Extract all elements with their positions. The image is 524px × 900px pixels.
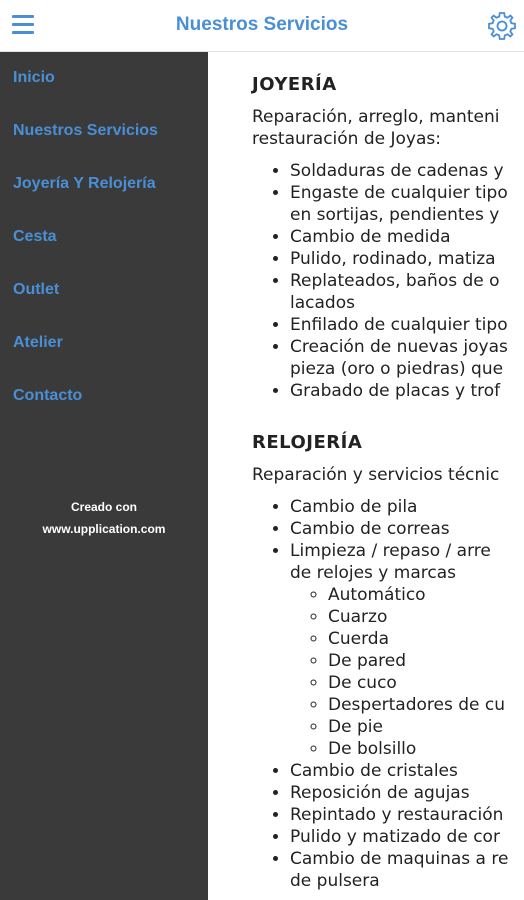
list-item: • Cambio de medida [290, 226, 524, 248]
joyeria-service-list [252, 160, 524, 402]
sidebar-item-cesta[interactable]: Cesta [13, 228, 57, 245]
sidebar-item-atelier[interactable]: Atelier [13, 334, 63, 351]
list-item: ◦ De pie [328, 716, 524, 738]
list-item: • Grabado de placas y trof [290, 380, 524, 402]
list-item: ◦ Cuarzo [328, 606, 524, 628]
list-item: • Cambio de pila [290, 496, 524, 518]
list-item: • Creación de nuevas joyas pieza (oro o piedras) que [290, 336, 524, 380]
list-item: • Cambio de maquinas a re de pulsera [290, 848, 524, 892]
section-title-joyeria: JOYERÍA [252, 74, 337, 95]
sidebar-item-nuestros-servicios[interactable]: Nuestros Servicios [13, 122, 158, 139]
list-item: ◦ Cuerda [328, 628, 524, 650]
sidebar-item-outlet[interactable]: Outlet [13, 281, 60, 298]
services-article [252, 74, 524, 892]
list-item: • Replateados, baños de o lacados [290, 270, 524, 314]
list-item: ◦ De pared [328, 650, 524, 672]
sidebar-item-contacto[interactable]: Contacto [13, 387, 83, 404]
list-item: • Cambio de correas [290, 518, 524, 540]
list-item: ◦ Automático [328, 584, 524, 606]
list-item: • Soldaduras de cadenas y [290, 160, 524, 182]
main-content [208, 52, 524, 900]
credit-label: Creado con [70, 500, 137, 514]
sidebar-nav [0, 52, 208, 900]
list-item: • Repintado y restauración [290, 804, 524, 826]
list-item: • Reposición de agujas [290, 782, 524, 804]
section-title-relojeria: RELOJERÍA [252, 432, 363, 453]
list-item: ◦ Despertadores de cu [328, 694, 524, 716]
gear-icon[interactable] [486, 10, 518, 42]
watch-types-sublist [290, 584, 524, 760]
list-item: • Cambio de cristales [290, 760, 524, 782]
list-item: • Enfilado de cualquier tipo [290, 314, 524, 336]
page-title: Nuestros Servicios [175, 14, 349, 35]
list-item: • Pulido, rodinado, matiza [290, 248, 524, 270]
joyeria-intro: Reparación, arreglo, manteni restauración de Joyas: [252, 107, 500, 149]
sidebar-item-joyeria-y-relojeria[interactable]: Joyería Y Relojería [13, 175, 156, 192]
relojeria-intro: Reparación y servicios técnic [252, 465, 500, 485]
relojeria-service-list [252, 496, 524, 892]
list-item: • Pulido y matizado de cor [290, 826, 524, 848]
list-item: • Engaste de cualquier tipo en sortijas, pendientes y [290, 182, 524, 226]
list-item: ◦ De cuco [328, 672, 524, 694]
list-item: ◦ De bolsillo [328, 738, 524, 760]
top-app-bar [0, 0, 524, 52]
credit-link[interactable]: www.upplication.com [42, 522, 166, 536]
list-item: • Limpieza / repaso / arre de relojes y marcas ◦ Automático ◦ Cuarzo ◦ Cuerda ◦ De pared ◦ De cuco ◦ Despertadores de cu ◦ De pie ◦ De bolsillo [290, 540, 524, 760]
sidebar-item-inicio[interactable]: Inicio [13, 69, 55, 86]
